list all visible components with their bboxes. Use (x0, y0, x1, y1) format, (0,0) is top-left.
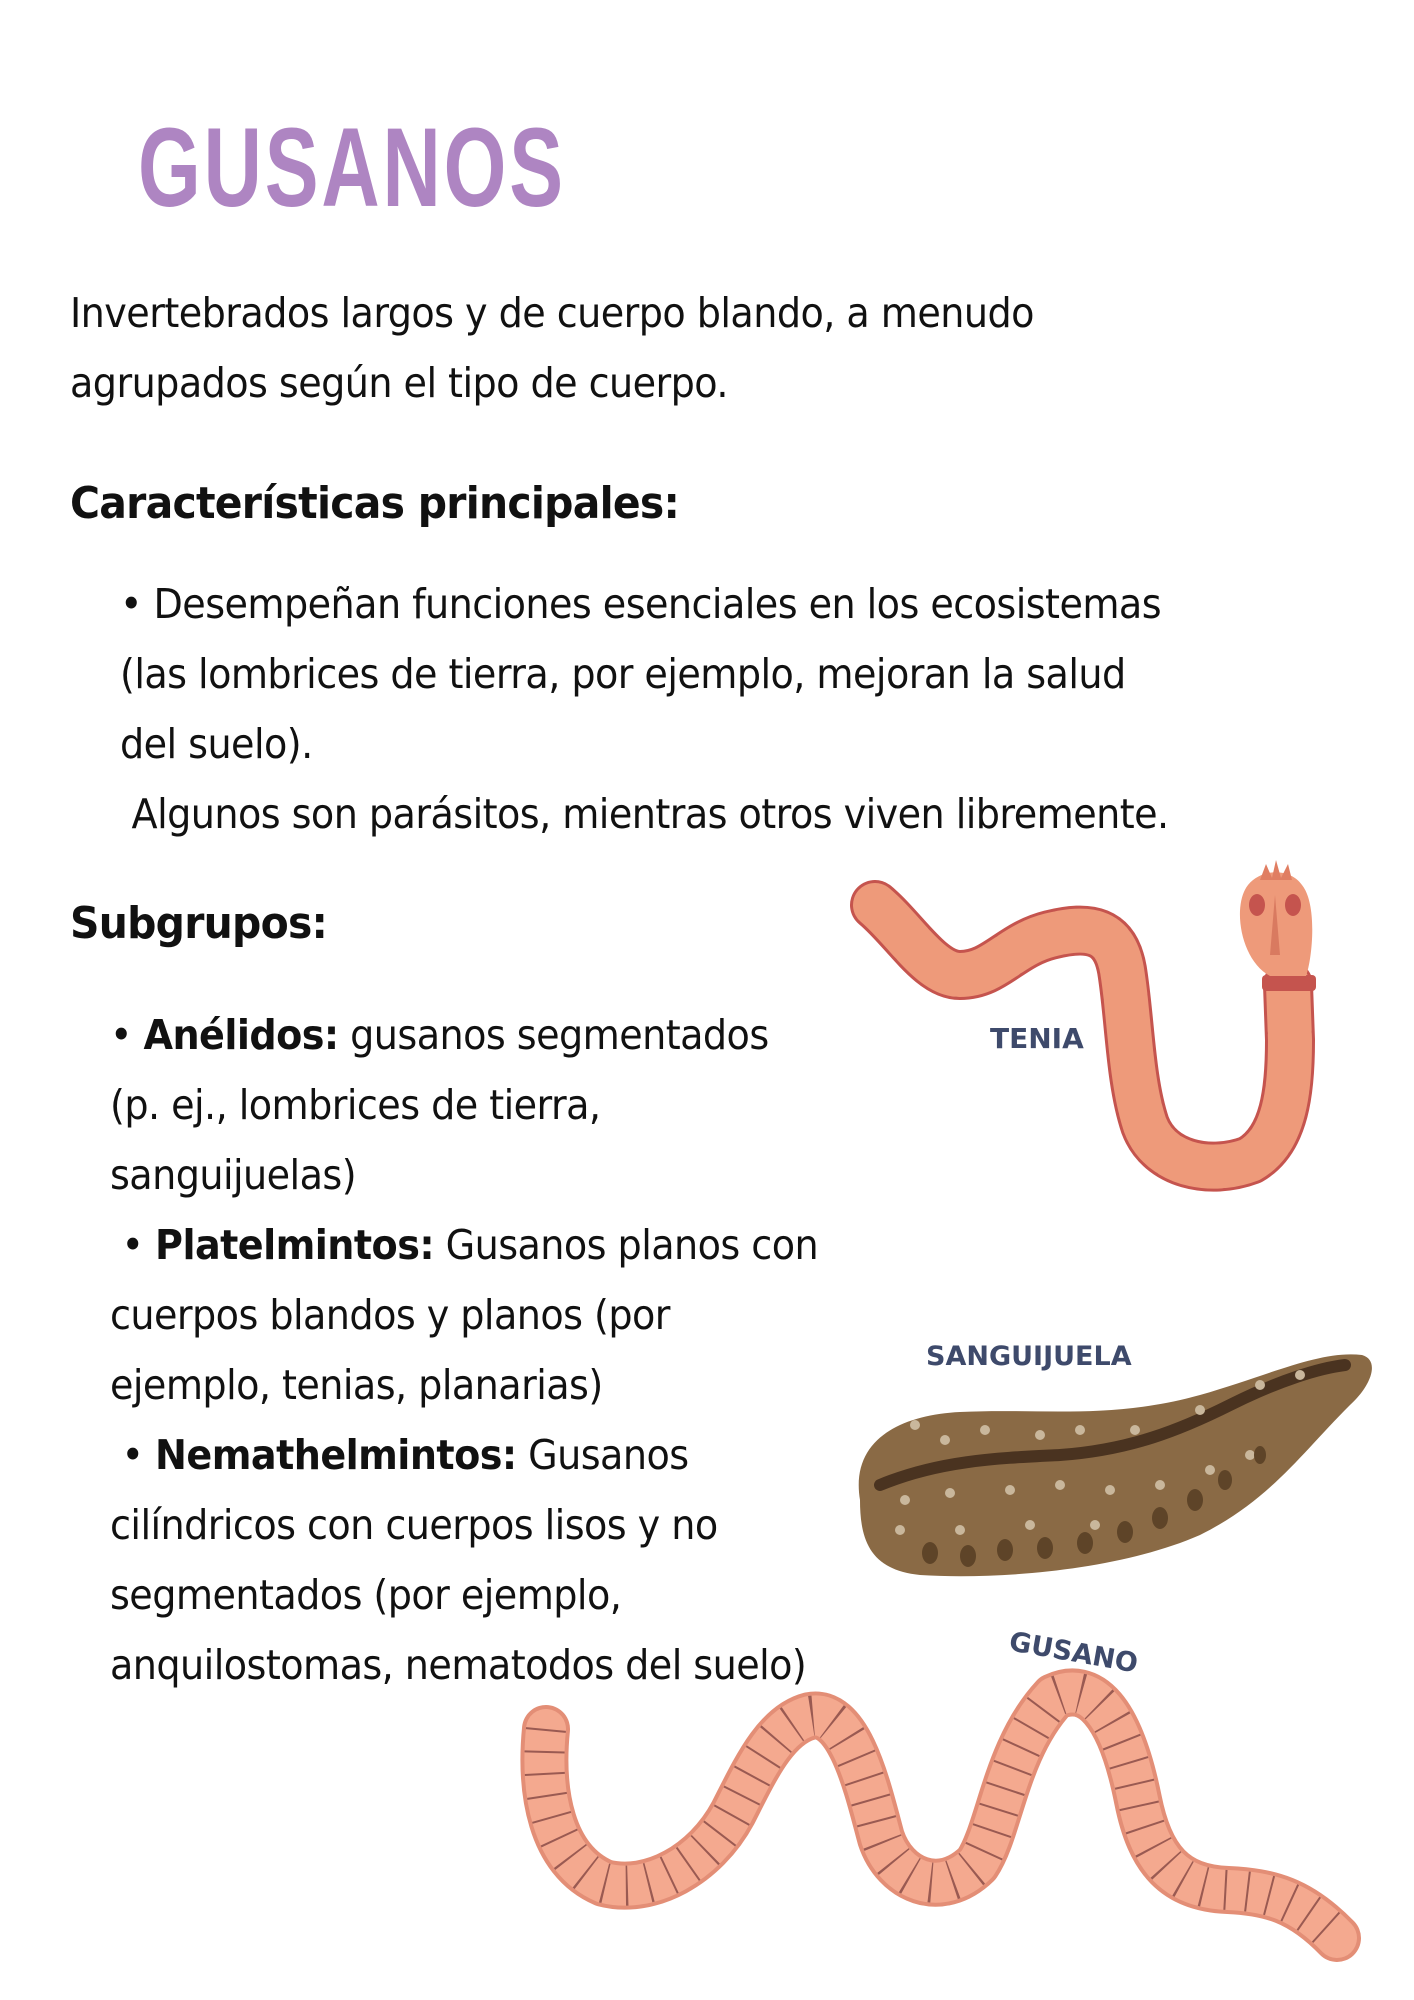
subgroup-desc-line: cilíndricos con cuerpos lisos y no (110, 1501, 718, 1549)
subgroup-desc: Gusanos (516, 1431, 689, 1479)
page-title: GUSANOS (138, 105, 566, 230)
features-line: del suelo). (120, 720, 313, 768)
subgroup-name: Nemathelmintos: (155, 1431, 517, 1479)
subgroup-desc-line: sanguijuelas) (110, 1151, 357, 1199)
subgroups-heading: Subgrupos: (70, 898, 328, 949)
subgroup-desc: gusanos segmentados (338, 1011, 769, 1059)
features-line: (las lombrices de tierra, por ejemplo, mejoran la salud (120, 650, 1126, 698)
intro-line: agrupados según el tipo de cuerpo. (70, 359, 728, 407)
worm-label: GUSANO (1006, 1626, 1141, 1680)
leech-illustration (859, 1354, 1372, 1576)
subgroup-desc-line: ejemplo, tenias, planarias) (110, 1361, 603, 1409)
intro-line: Invertebrados largos y de cuerpo blando, a menudo (70, 289, 1034, 337)
features-heading: Características principales: (70, 478, 680, 529)
subgroup-desc-line: (p. ej., lombrices de tierra, (110, 1081, 601, 1129)
subgroup-first-line: • Platelmintos: Gusanos planos con (110, 1221, 819, 1269)
features-line: Algunos son parásitos, mientras otros viven libremente. (120, 790, 1169, 838)
subgroup-desc-line: cuerpos blandos y planos (por (110, 1291, 670, 1339)
leech-label: SANGUIJUELA (926, 1341, 1132, 1372)
features-line: • Desempeñan funciones esenciales en los ecosistemas (120, 580, 1162, 628)
subgroup-desc-line: segmentados (por ejemplo, (110, 1571, 622, 1619)
subgroup-desc: Gusanos planos con (434, 1221, 819, 1269)
subgroup-name: Anélidos: (143, 1011, 339, 1059)
subgroup-first-line: • Anélidos: gusanos segmentados (110, 1011, 769, 1059)
subgroup-first-line: • Nemathelmintos: Gusanos (110, 1431, 689, 1479)
tapeworm-illustration (875, 860, 1316, 1167)
tenia-label: TENIA (990, 1022, 1084, 1055)
subgroup-desc-line: anquilostomas, nematodos del suelo) (110, 1641, 807, 1689)
earthworm-illustration (544, 1692, 1337, 1938)
subgroup-name: Platelmintos: (155, 1221, 435, 1269)
